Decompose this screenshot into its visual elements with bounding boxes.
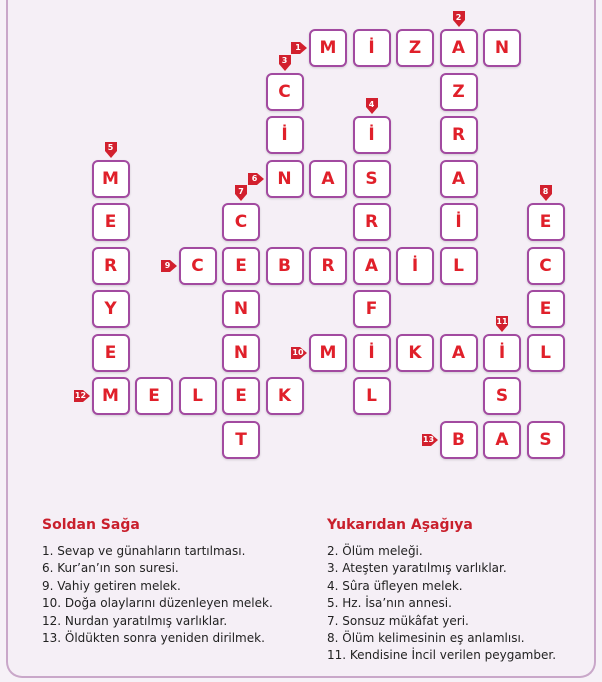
crossword-cell[interactable]: İ [440, 203, 478, 241]
crossword-cell[interactable]: İ [353, 116, 391, 154]
down-clue: 4. Sûra üfleyen melek. [327, 578, 463, 593]
down-clue: 7. Sonsuz mükâfat yeri. [327, 613, 469, 628]
across-heading: Soldan Sağa [42, 517, 140, 533]
crossword-cell[interactable]: T [222, 421, 260, 459]
crossword-cell[interactable]: E [222, 377, 260, 415]
clue-number-marker [103, 142, 119, 158]
crossword-cell[interactable]: A [309, 160, 347, 198]
crossword-cell[interactable]: S [483, 377, 521, 415]
crossword-cell[interactable]: E [92, 203, 130, 241]
clue-number-marker [233, 185, 249, 201]
crossword-cell[interactable]: N [222, 290, 260, 328]
crossword-cell[interactable]: İ [353, 29, 391, 67]
down-clue: 3. Ateşten yaratılmış varlıklar. [327, 561, 507, 576]
across-clue: 10. Doğa olaylarını düzenleyen melek. [42, 596, 273, 611]
crossword-cell[interactable]: A [353, 247, 391, 285]
crossword-cell[interactable]: İ [353, 334, 391, 372]
crossword-cell[interactable]: E [222, 247, 260, 285]
crossword-cell[interactable]: A [440, 29, 478, 67]
clue-number: 7 [238, 186, 244, 196]
clue-number-marker [74, 388, 90, 404]
clue-number: 1 [295, 43, 301, 52]
across-clue: 1. Sevap ve günahların tartılması. [42, 544, 246, 558]
crossword-cell[interactable]: M [92, 160, 130, 198]
crossword-cell[interactable]: L [353, 377, 391, 415]
crossword-cell[interactable]: İ [266, 116, 304, 154]
across-clues [42, 517, 273, 647]
down-clue: 5. Hz. İsa’nın annesi. [327, 596, 452, 611]
clue-number-marker [277, 55, 293, 71]
clue-number: 13 [422, 434, 435, 444]
crossword-cell[interactable]: M [309, 334, 347, 372]
crossword-cell[interactable]: S [353, 160, 391, 198]
clue-number-marker [364, 98, 380, 114]
crossword-cell[interactable]: Y [92, 290, 130, 328]
crossword-cell[interactable]: R [309, 247, 347, 285]
crossword-cell[interactable]: A [483, 421, 521, 459]
crossword-cell[interactable]: L [527, 334, 565, 372]
down-heading: Yukarıdan Aşağıya [327, 517, 473, 533]
across-clue: 13. Öldükten sonra yeniden dirilmek. [42, 631, 265, 646]
clue-number-marker [161, 258, 177, 274]
crossword-cell[interactable]: N [266, 160, 304, 198]
clue-number: 9 [164, 260, 171, 270]
crossword-cell[interactable]: L [179, 377, 217, 415]
across-clue: 12. Nurdan yaratılmış varlıklar. [42, 613, 228, 628]
crossword-cell[interactable]: A [440, 160, 478, 198]
crossword-cell[interactable]: N [483, 29, 521, 67]
crossword-cell[interactable]: N [222, 334, 260, 372]
crossword-cell[interactable]: B [266, 247, 304, 285]
clue-number: 10 [292, 347, 304, 357]
crossword-cell[interactable]: E [92, 334, 130, 372]
clue-number-marker [291, 345, 307, 361]
down-clues [327, 517, 556, 665]
clue-number-marker [248, 171, 264, 187]
down-clue: 2. Ölüm meleği. [327, 544, 423, 558]
crossword-cell[interactable]: R [440, 116, 478, 154]
crossword-cell[interactable]: E [527, 290, 565, 328]
crossword-cell[interactable]: R [353, 203, 391, 241]
clue-number: 3 [281, 56, 288, 65]
crossword-cell[interactable]: Z [440, 73, 478, 111]
crossword-cell[interactable]: C [222, 203, 260, 241]
clue-number-marker [291, 40, 307, 56]
crossword-cell[interactable]: C [266, 73, 304, 111]
clue-number-marker [451, 11, 467, 27]
clue-number-marker [494, 316, 510, 332]
clue-number: 2 [455, 12, 462, 22]
crossword-cell[interactable]: İ [483, 334, 521, 372]
down-clue: 8. Ölüm kelimesinin eş anlamlısı. [327, 631, 525, 646]
crossword-cell[interactable]: İ [396, 247, 434, 285]
crossword-cell[interactable]: F [353, 290, 391, 328]
across-clue: 6. Kur’an’ın son suresi. [42, 561, 179, 576]
clue-number: 12 [74, 391, 87, 400]
crossword-cell[interactable]: C [179, 247, 217, 285]
crossword-cell[interactable]: S [527, 421, 565, 459]
crossword-cell[interactable]: A [440, 334, 478, 372]
across-clue: 9. Vahiy getiren melek. [42, 578, 181, 593]
crossword-cell[interactable]: B [440, 421, 478, 459]
crossword-cell[interactable]: Z [396, 29, 434, 67]
clue-number: 6 [251, 173, 258, 183]
clue-number: 11 [496, 317, 508, 326]
crossword-cell[interactable]: M [309, 29, 347, 67]
crossword-cell[interactable]: E [527, 203, 565, 241]
down-clue: 11. Kendisine İncil verilen peygamber. [327, 648, 557, 663]
crossword-cell[interactable]: E [135, 377, 173, 415]
crossword-cell[interactable]: C [527, 247, 565, 285]
crossword-cell[interactable]: K [266, 377, 304, 415]
crossword-cell[interactable]: K [396, 334, 434, 372]
crossword-cell[interactable]: R [92, 247, 130, 285]
clue-number: 4 [368, 99, 375, 109]
clue-number-marker [422, 432, 438, 448]
clue-number-marker [538, 185, 554, 201]
clue-number: 8 [542, 186, 549, 196]
crossword-cell[interactable]: M [92, 377, 130, 415]
crossword-cell[interactable]: L [440, 247, 478, 285]
clue-number: 5 [107, 143, 114, 152]
